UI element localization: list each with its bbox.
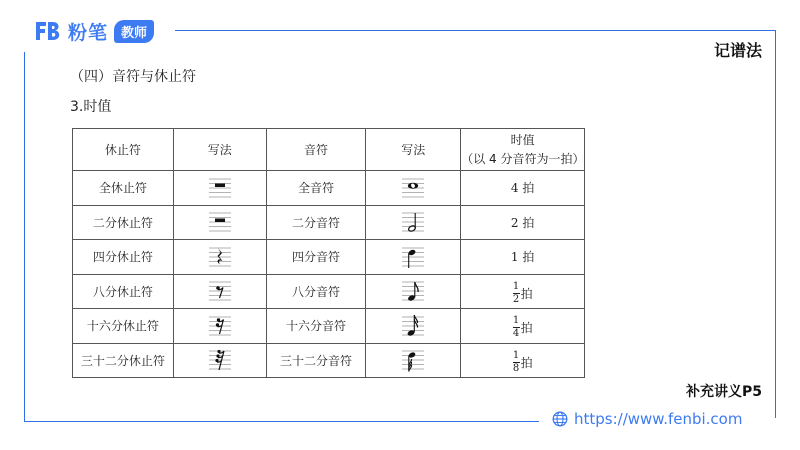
table-row [73, 171, 585, 206]
header-duration-note: （以 4 分音符为一拍） [461, 151, 585, 166]
fraction-numerator: 1 [512, 280, 520, 292]
eighth-rest-icon [209, 279, 231, 303]
note-name: 八分音符 [266, 274, 366, 309]
duration-fraction [513, 282, 533, 305]
note-name: 十六分音符 [266, 309, 366, 344]
fraction-numerator: 1 [512, 315, 520, 327]
header-duration [461, 129, 585, 171]
rest-name: 四分休止符 [73, 240, 174, 275]
whole-rest-icon [209, 176, 231, 200]
fb-logo-icon [34, 20, 64, 42]
half-note-icon [402, 210, 424, 234]
table-row [73, 274, 585, 309]
table-row [73, 240, 585, 275]
half-rest-icon [209, 210, 231, 234]
note-notation-cell [366, 309, 461, 344]
website-url[interactable]: https://www.fenbi.com [574, 410, 743, 428]
rest-name: 八分休止符 [73, 274, 174, 309]
rest-name: 全休止符 [73, 171, 174, 206]
header-duration-title: 时值 [510, 132, 535, 147]
handout-reference: 补充讲义P5 [685, 384, 762, 400]
eighth-note-icon [402, 279, 424, 303]
subsection-title: 3.时值 [70, 99, 112, 115]
duration-unit: 拍 [520, 355, 533, 370]
note-name: 全音符 [266, 171, 366, 206]
section-title: （四）音符与休止符 [70, 69, 196, 85]
fraction-denominator: 2 [512, 293, 520, 305]
rest-notation-cell [173, 205, 266, 240]
duration-cell: 2 拍 [461, 205, 585, 240]
rest-name: 二分休止符 [73, 205, 174, 240]
table-row [73, 343, 585, 378]
fenbi-logo [34, 18, 154, 44]
fraction-denominator: 4 [512, 328, 520, 340]
note-name: 三十二分音符 [266, 343, 366, 378]
header-note-notation: 写法 [366, 129, 461, 171]
frame-right-line [775, 30, 776, 418]
sixteenth-note-icon [402, 314, 424, 338]
duration-fraction [513, 351, 533, 374]
rest-name: 三十二分休止符 [73, 343, 174, 378]
table-header-row [73, 129, 585, 171]
fraction-denominator: 8 [512, 362, 520, 374]
rest-notation-cell [173, 274, 266, 309]
quarter-note-icon [402, 245, 424, 269]
note-name: 二分音符 [266, 205, 366, 240]
frame-bottom-line [24, 421, 539, 422]
note-notation-cell [366, 343, 461, 378]
rest-name: 十六分休止符 [73, 309, 174, 344]
duration-unit: 拍 [520, 321, 533, 336]
frame-left-line [24, 52, 25, 422]
table-row [73, 309, 585, 344]
note-notation-cell [366, 240, 461, 275]
rest-notation-cell [173, 309, 266, 344]
quarter-rest-icon [209, 245, 231, 269]
duration-unit: 拍 [520, 286, 533, 301]
note-notation-cell [366, 274, 461, 309]
brand-tag: 教师 [114, 20, 154, 43]
note-notation-cell [366, 205, 461, 240]
duration-cell [461, 274, 585, 309]
globe-icon [552, 411, 568, 427]
rest-notation-cell [173, 240, 266, 275]
frame-top-line [175, 30, 776, 31]
table-row [73, 205, 585, 240]
duration-cell: 1 拍 [461, 240, 585, 275]
rest-notation-cell [173, 171, 266, 206]
thirty-second-note-icon [402, 348, 424, 372]
note-notation-cell [366, 171, 461, 206]
website-link[interactable] [552, 410, 742, 428]
thirty-second-rest-icon [209, 348, 231, 372]
whole-note-icon [402, 176, 424, 200]
header-rest: 休止符 [73, 129, 174, 171]
rest-notation-cell [173, 343, 266, 378]
note-rest-duration-table [72, 128, 585, 378]
duration-cell [461, 309, 585, 344]
brand-name: 粉笔 [68, 21, 109, 44]
sixteenth-rest-icon [209, 314, 231, 338]
duration-fraction [513, 316, 533, 339]
duration-cell [461, 343, 585, 378]
duration-cell: 4 拍 [461, 171, 585, 206]
topic-title: 记谱法 [713, 41, 762, 60]
fraction-numerator: 1 [512, 349, 520, 361]
header-rest-notation: 写法 [173, 129, 266, 171]
note-name: 四分音符 [266, 240, 366, 275]
header-note: 音符 [266, 129, 366, 171]
